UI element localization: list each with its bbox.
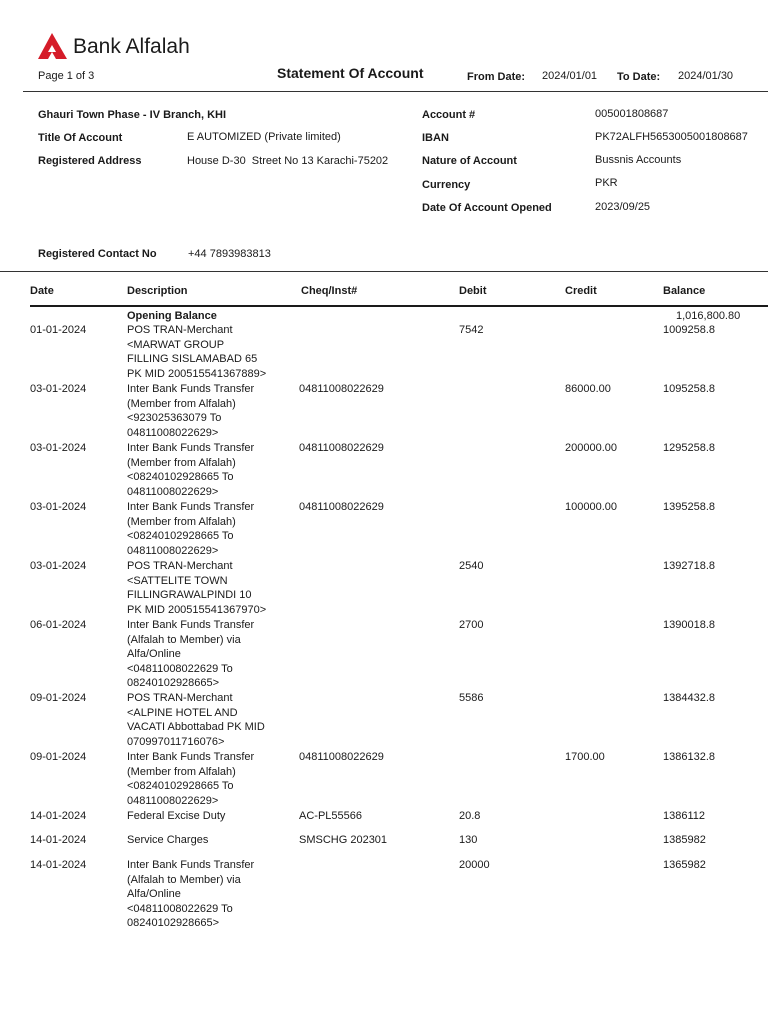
row-description-line: Inter Bank Funds Transfer xyxy=(127,859,255,871)
row-date: 14-01-2024 xyxy=(30,859,87,871)
row-description-line: 08240102928665> xyxy=(127,917,220,930)
row-description-line: 04811008022629> xyxy=(127,426,219,439)
row-balance: 1384432.8 xyxy=(663,692,715,704)
row-description-line: Service Charges xyxy=(127,834,209,846)
table-row xyxy=(0,833,768,858)
row-date: 09-01-2024 xyxy=(30,692,87,704)
row-description-line: <08240102928665 To xyxy=(127,471,234,484)
account-number-label: Account # xyxy=(422,109,476,121)
iban-label: IBAN xyxy=(422,132,449,144)
registered-address-value: House D-30 Street No 13 Karachi-75202 xyxy=(187,155,389,167)
row-description-line: <04811008022629 To xyxy=(127,662,233,675)
table-row xyxy=(0,809,768,833)
row-description xyxy=(127,691,287,749)
row-credit: 100000.00 xyxy=(565,501,617,513)
transactions-table xyxy=(0,309,768,938)
nature-of-account-label: Nature of Account xyxy=(422,155,517,167)
opening-balance-label: Opening Balance xyxy=(127,310,217,322)
column-header-date: Date xyxy=(30,285,54,297)
table-row xyxy=(0,858,768,938)
row-description xyxy=(127,323,287,381)
row-cheq: 04811008022629 xyxy=(299,751,384,763)
row-description xyxy=(127,500,287,558)
row-description-line: PK MID 200515541367889> xyxy=(127,367,267,380)
row-description xyxy=(127,750,287,808)
registered-address-label: Registered Address xyxy=(38,155,142,167)
date-opened-value: 2023/09/25 xyxy=(595,201,651,213)
row-description-line: Federal Excise Duty xyxy=(127,810,226,822)
row-credit: 1700.00 xyxy=(565,751,605,763)
row-description-line: <08240102928665 To xyxy=(127,780,234,793)
row-balance: 1365982 xyxy=(663,859,706,871)
opening-balance-row xyxy=(0,309,768,323)
row-cheq: AC-PL55566 xyxy=(299,810,362,822)
bank-name: Bank Alfalah xyxy=(73,35,190,58)
row-description-line: <MARWAT GROUP xyxy=(127,338,225,351)
row-description-line: Alfa/Online xyxy=(127,888,181,901)
row-description-line: (Alfalah to Member) via xyxy=(127,633,241,646)
header-divider xyxy=(23,91,768,92)
row-date: 03-01-2024 xyxy=(30,501,87,513)
row-description xyxy=(127,809,287,824)
row-description-line: VACATI Abbottabad PK MID xyxy=(127,721,265,734)
row-balance: 1390018.8 xyxy=(663,619,715,631)
table-row xyxy=(0,500,768,559)
row-description-line: <08240102928665 To xyxy=(127,530,234,543)
title-of-account-value: E AUTOMIZED (Private limited) xyxy=(187,131,341,143)
row-description-line: (Member from Alfalah) xyxy=(127,456,236,469)
row-date: 03-01-2024 xyxy=(30,560,87,572)
row-description-line: Inter Bank Funds Transfer xyxy=(127,619,255,631)
account-number-value: 005001808687 xyxy=(595,108,669,120)
row-description-line: POS TRAN-Merchant xyxy=(127,560,233,572)
date-opened-label: Date Of Account Opened xyxy=(422,202,552,214)
row-description-line: 04811008022629> xyxy=(127,485,219,498)
iban-value: PK72ALFH5653005001808687 xyxy=(595,131,748,143)
table-row xyxy=(0,750,768,809)
table-row xyxy=(0,618,768,691)
row-description-line: FILLINGRAWALPINDI 10 xyxy=(127,589,252,602)
currency-value: PKR xyxy=(595,177,618,189)
row-date: 14-01-2024 xyxy=(30,810,87,822)
to-date-label: To Date: xyxy=(617,71,661,83)
row-credit: 86000.00 xyxy=(565,383,611,395)
table-row xyxy=(0,441,768,500)
row-balance: 1392718.8 xyxy=(663,560,715,572)
row-description-line: <923025363079 To xyxy=(127,412,222,425)
from-date-label: From Date: xyxy=(467,71,526,83)
row-description-line: Inter Bank Funds Transfer xyxy=(127,751,255,763)
to-date-value: 2024/01/30 xyxy=(678,70,734,82)
column-header-description: Description xyxy=(127,285,188,297)
row-description-line: (Member from Alfalah) xyxy=(127,397,236,410)
row-description-line: (Alfalah to Member) via xyxy=(127,873,241,886)
registered-contact-label: Registered Contact No xyxy=(38,248,157,260)
page-title: Statement Of Account xyxy=(277,65,424,81)
row-date: 01-01-2024 xyxy=(30,324,87,336)
row-balance: 1095258.8 xyxy=(663,383,715,395)
row-description-line: Inter Bank Funds Transfer xyxy=(127,383,255,395)
table-row xyxy=(0,382,768,441)
row-description-line: <SATTELITE TOWN xyxy=(127,574,228,587)
row-description-line: Alfa/Online xyxy=(127,648,181,661)
row-date: 14-01-2024 xyxy=(30,834,87,846)
row-debit: 5586 xyxy=(459,692,484,704)
row-description xyxy=(127,618,287,691)
opening-balance-value: 1,016,800.80 xyxy=(676,310,741,322)
row-description-line: <ALPINE HOTEL AND xyxy=(127,706,238,719)
row-balance: 1386132.8 xyxy=(663,751,715,763)
row-description xyxy=(127,833,287,848)
row-description-line: 08240102928665> xyxy=(127,677,220,690)
row-description-line: 070997011716076> xyxy=(127,735,225,748)
row-description-line: (Member from Alfalah) xyxy=(127,765,236,778)
column-header-balance: Balance xyxy=(663,285,706,297)
table-row xyxy=(0,559,768,618)
registered-contact-value: +44 7893983813 xyxy=(188,248,271,260)
column-header-credit: Credit xyxy=(565,285,597,297)
table-row xyxy=(0,691,768,750)
row-description-line: Inter Bank Funds Transfer xyxy=(127,501,255,513)
row-description-line: 04811008022629> xyxy=(127,794,219,807)
row-balance: 1295258.8 xyxy=(663,442,715,454)
row-cheq: 04811008022629 xyxy=(299,383,384,395)
table-row xyxy=(0,323,768,382)
row-description-line: POS TRAN-Merchant xyxy=(127,324,233,336)
row-description-line: PK MID 200515541367970> xyxy=(127,603,267,616)
table-header-divider xyxy=(30,305,768,307)
row-description-line: 04811008022629> xyxy=(127,544,219,557)
row-debit: 2540 xyxy=(459,560,484,572)
row-debit: 7542 xyxy=(459,324,484,336)
row-description-line: (Member from Alfalah) xyxy=(127,515,236,528)
nature-of-account-value: Bussnis Accounts xyxy=(595,154,682,166)
row-cheq: SMSCHG 202301 xyxy=(299,834,388,846)
row-cheq: 04811008022629 xyxy=(299,501,384,513)
row-description xyxy=(127,858,287,931)
row-cheq: 04811008022629 xyxy=(299,442,384,454)
row-credit: 200000.00 xyxy=(565,442,617,454)
row-description xyxy=(127,559,287,617)
currency-label: Currency xyxy=(422,179,471,191)
row-balance: 1386112 xyxy=(663,810,706,822)
row-date: 03-01-2024 xyxy=(30,442,87,454)
row-description-line: POS TRAN-Merchant xyxy=(127,692,233,704)
table-top-divider xyxy=(0,271,768,272)
row-debit: 20000 xyxy=(459,859,490,871)
column-header-debit: Debit xyxy=(459,285,487,297)
row-balance: 1395258.8 xyxy=(663,501,715,513)
row-date: 03-01-2024 xyxy=(30,383,87,395)
branch-name: Ghauri Town Phase - IV Branch, KHI xyxy=(38,109,227,121)
row-description-line: <04811008022629 To xyxy=(127,902,233,915)
row-debit: 20.8 xyxy=(459,810,481,822)
title-of-account-label: Title Of Account xyxy=(38,132,123,144)
page-number: Page 1 of 3 xyxy=(38,70,95,82)
row-balance: 1385982 xyxy=(663,834,706,846)
bank-logo xyxy=(37,31,190,63)
row-debit: 130 xyxy=(459,834,478,846)
column-header-cheq: Cheq/Inst# xyxy=(301,285,358,297)
row-date: 09-01-2024 xyxy=(30,751,87,763)
row-description-line: Inter Bank Funds Transfer xyxy=(127,442,255,454)
bank-alfalah-logo-icon xyxy=(37,32,69,62)
row-description xyxy=(127,382,287,440)
row-description-line: FILLING SISLAMABAD 65 xyxy=(127,353,258,366)
row-debit: 2700 xyxy=(459,619,484,631)
row-date: 06-01-2024 xyxy=(30,619,87,631)
row-balance: 1009258.8 xyxy=(663,324,715,336)
from-date-value: 2024/01/01 xyxy=(542,70,598,82)
row-description xyxy=(127,441,287,499)
